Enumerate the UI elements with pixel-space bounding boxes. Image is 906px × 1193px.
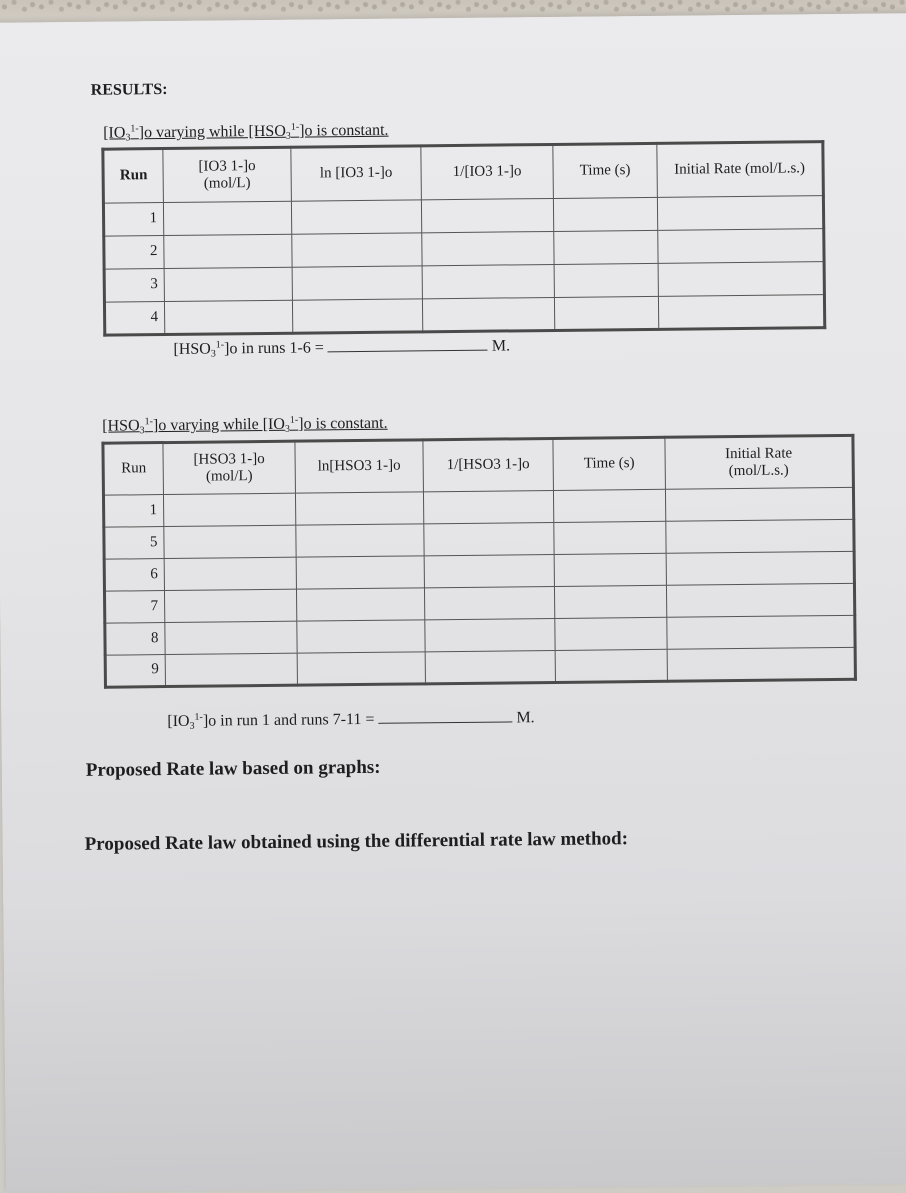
input-cell[interactable] xyxy=(657,196,823,231)
input-cell[interactable] xyxy=(424,522,554,555)
table1-header-inverse: 1/[IO3 1-]o xyxy=(421,144,554,199)
table2-header-rate: Initial Rate (mol/L.s.) xyxy=(665,435,854,489)
input-cell[interactable] xyxy=(164,557,296,590)
input-cell[interactable] xyxy=(665,487,853,521)
table1-header-conc: [IO3 1-]o (mol/L) xyxy=(163,147,292,202)
table1-header-time: Time (s) xyxy=(553,143,658,198)
table1-header-rate: Initial Rate (mol/L.s.) xyxy=(657,142,824,198)
input-cell[interactable] xyxy=(164,525,296,558)
table2-caption: $[HSO_3^{1-}]o$ varying while $[IO_3^{1-}]o$ is constant. xyxy=(102,414,388,437)
input-cell[interactable] xyxy=(553,489,665,522)
input-cell[interactable] xyxy=(164,300,292,334)
input-cell[interactable] xyxy=(292,299,422,333)
input-cell[interactable] xyxy=(554,263,658,297)
input-cell[interactable] xyxy=(554,521,666,554)
input-cell[interactable] xyxy=(554,230,658,264)
input-cell[interactable] xyxy=(554,585,666,618)
input-cell[interactable] xyxy=(424,554,554,587)
run-number: 5 xyxy=(104,527,164,560)
run-number: 8 xyxy=(105,623,165,656)
input-cell[interactable] xyxy=(667,615,855,649)
table2 xyxy=(101,434,857,689)
input-cell[interactable] xyxy=(424,586,554,619)
run-number: 1 xyxy=(103,203,163,237)
input-cell[interactable] xyxy=(423,490,553,523)
worksheet-page xyxy=(0,13,906,1193)
results-title: RESULTS: xyxy=(90,80,168,99)
input-cell[interactable] xyxy=(422,264,554,298)
input-cell[interactable] xyxy=(658,262,824,297)
input-cell[interactable] xyxy=(421,198,553,232)
run-number: 9 xyxy=(105,655,165,688)
run-number: 2 xyxy=(104,236,164,270)
input-cell[interactable] xyxy=(554,553,666,586)
input-cell[interactable] xyxy=(666,551,854,585)
table2-header-conc: [HSO3 1-]o (mol/L) xyxy=(163,441,296,494)
input-cell[interactable] xyxy=(555,649,667,682)
input-cell[interactable] xyxy=(163,493,295,526)
input-cell[interactable] xyxy=(165,653,297,686)
run-number: 3 xyxy=(104,269,164,303)
input-cell[interactable] xyxy=(553,197,657,231)
input-cell[interactable] xyxy=(164,267,292,301)
table-row xyxy=(104,295,824,336)
input-cell[interactable] xyxy=(555,617,667,650)
input-cell[interactable] xyxy=(291,200,421,234)
input-cell[interactable] xyxy=(658,229,824,264)
input-cell[interactable] xyxy=(658,295,824,330)
input-cell[interactable] xyxy=(164,234,292,268)
input-cell[interactable] xyxy=(666,519,854,553)
input-cell[interactable] xyxy=(425,650,555,683)
input-cell[interactable] xyxy=(165,621,297,654)
table2-header-ln: ln[HSO3 1-]o xyxy=(295,440,424,493)
input-cell[interactable] xyxy=(422,231,554,265)
run-number: 6 xyxy=(104,559,164,592)
table2-header-inverse: 1/[HSO3 1-]o xyxy=(423,438,554,491)
run-number: 7 xyxy=(104,591,164,624)
table2-header-row xyxy=(103,435,854,495)
input-cell[interactable] xyxy=(422,297,554,331)
input-cell[interactable] xyxy=(296,588,424,621)
run-number: 1 xyxy=(103,495,163,528)
input-cell[interactable] xyxy=(554,296,658,330)
input-cell[interactable] xyxy=(295,492,423,525)
table2-header-time: Time (s) xyxy=(553,437,666,490)
input-cell[interactable] xyxy=(297,620,425,653)
table1-header-run: Run xyxy=(103,149,164,204)
rate-law-differential-heading: Proposed Rate law obtained using the differential rate law method: xyxy=(84,828,629,855)
table1-caption: $[IO_3^{1-}]o$ varying while $[HSO_3^{1-}]o$ is constant. xyxy=(103,121,389,144)
note-hso3-runs: $[HSO_3^{1-}]o$ in runs 1-6 = M. xyxy=(173,337,511,360)
table1-header-row xyxy=(103,142,824,204)
rate-law-graphs-heading: Proposed Rate law based on graphs: xyxy=(85,756,381,781)
input-cell[interactable] xyxy=(297,652,425,685)
input-cell[interactable] xyxy=(296,556,424,589)
input-cell[interactable] xyxy=(666,583,854,617)
input-cell[interactable] xyxy=(164,589,296,622)
input-cell[interactable] xyxy=(425,618,555,651)
input-cell[interactable] xyxy=(292,233,422,267)
input-cell[interactable] xyxy=(292,266,422,300)
table1-header-ln: ln [IO3 1-]o xyxy=(291,146,422,201)
input-cell[interactable] xyxy=(163,201,291,235)
input-cell[interactable] xyxy=(667,647,855,681)
answer-blank[interactable] xyxy=(378,707,512,723)
run-number: 4 xyxy=(104,302,164,336)
answer-blank[interactable] xyxy=(328,336,488,353)
table-row xyxy=(105,647,855,687)
input-cell[interactable] xyxy=(296,524,424,557)
table2-header-run: Run xyxy=(103,443,164,496)
table1 xyxy=(101,140,826,337)
note-io3-runs: $[IO_3^{1-}]o$ in run 1 and runs 7-11 = M. xyxy=(167,709,535,732)
